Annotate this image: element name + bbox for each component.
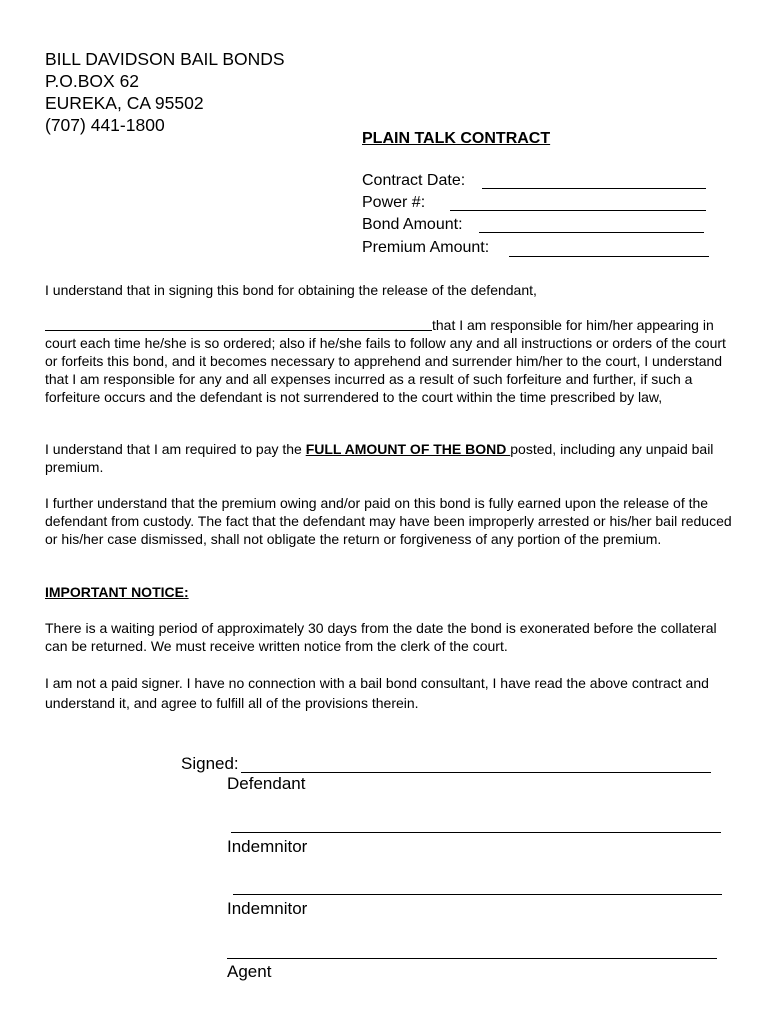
contract-date-label: Contract Date: [362,172,466,189]
full-amount-text-a: I understand that I am required to pay the [45,441,306,457]
power-line[interactable] [450,210,706,211]
company-city: EUREKA, CA 95502 [45,93,204,113]
premium-amount-line[interactable] [509,256,709,257]
full-amount-emphasis: FULL AMOUNT OF THE BOND [305,441,511,457]
paragraph-full-amount [45,440,735,476]
defendant-signature-line[interactable] [241,772,711,773]
paragraph-responsibility-lead: that I am responsible for him/her appearing [432,317,699,333]
company-header [45,48,285,136]
defendant-label: Defendant [227,774,306,793]
paragraph-premium-earned: I further understand that the premium owing and/or paid on this bond is fully earned upon the release of the defendant from custody. The fact that the defendant may have been improperly arrested or his/her bail reduced or his/her case dismissed, shall not obligate the return or forgiveness of any portion of the premium. [45,495,732,547]
indemnitor-2-signature-line[interactable] [233,894,722,895]
paragraph-certification: I am not a paid signer. I have no connection with a bail bond consultant, I have read the above contract and understand it, and agree to fulfill all of the provisions therein. [45,675,709,711]
company-po-box: P.O.BOX 62 [45,71,140,91]
indemnitor-2-label: Indemnitor [227,899,308,918]
signed-label: Signed: [181,754,239,773]
power-label: Power #: [362,194,426,211]
indemnitor-1-label: Indemnitor [227,837,308,856]
document-title: PLAIN TALK CONTRACT [362,130,551,147]
company-phone: (707) 441-1800 [45,115,165,135]
bond-amount-line[interactable] [479,232,704,233]
company-name: BILL DAVIDSON BAIL BONDS [45,49,285,69]
paragraph-release: I understand that in signing this bond for obtaining the release of the defendant, [45,282,537,298]
paragraph-responsibility [45,316,735,406]
agent-signature-line[interactable] [227,958,717,959]
indemnitor-1-signature-line[interactable] [231,832,721,833]
full-amount-text-c: posted, including any unpaid bail premium. [45,441,714,475]
important-notice-heading: IMPORTANT NOTICE: [45,584,189,600]
paragraph-waiting-period: There is a waiting period of approximately 30 days from the date the bond is exonerated before the collateral can be returned. We must receive written notice from the clerk of the court. [45,620,717,654]
bond-amount-label: Bond Amount: [362,216,463,233]
contract-date-line[interactable] [482,188,706,189]
premium-amount-label: Premium Amount: [362,239,490,256]
agent-label: Agent [227,962,272,981]
paragraph-responsibility-rest: in court each time he/she is so ordered; also if he/she fails to follow any and all instructions or orders of the court or forfeits this bond, and it becomes necessary to apprehend and surrender him/her to the court, I understand that I am responsible for any and all expenses incurred as a result of such forfeiture and further, if such a forfeiture occurs and the defendant is not surrendered to the court within the time prescribed by law, [45,317,726,405]
